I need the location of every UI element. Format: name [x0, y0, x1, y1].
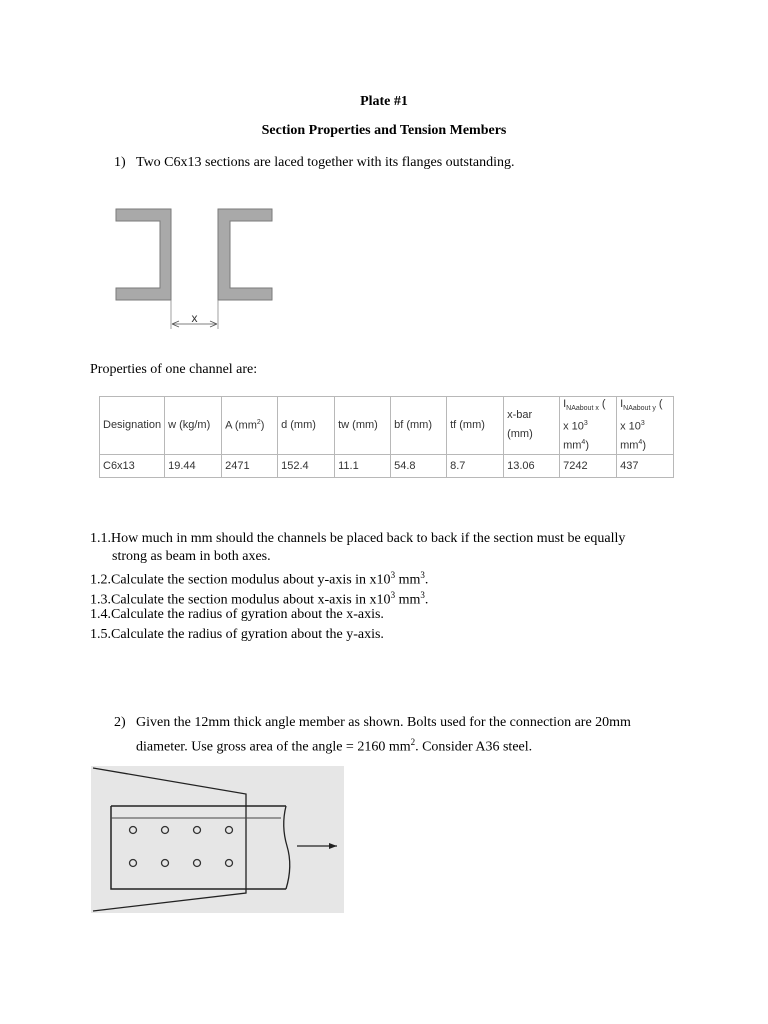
- properties-intro: Properties of one channel are:: [90, 362, 258, 377]
- dimension-x-label: x: [191, 311, 198, 325]
- table-row: [100, 454, 674, 477]
- cell-Ix: 7242: [560, 454, 617, 477]
- problem1-text: Two C6x13 sections are laced together with its flanges outstanding.: [136, 155, 515, 170]
- cell-w: 19.44: [165, 454, 222, 477]
- question-1-4: 1.4.Calculate the radius of gyration about the x-axis.: [90, 607, 384, 622]
- problem2-line2: diameter. Use gross area of the angle = 2160 $mm^2$. Consider A36 steel.: [136, 737, 533, 755]
- header-tw: tw (mm): [335, 397, 391, 455]
- problem1-number: 1): [114, 155, 126, 170]
- header-tf: tf (mm): [447, 397, 504, 455]
- cell-xbar: 13.06: [504, 454, 560, 477]
- section-subtitle: Section Properties and Tension Members: [261, 123, 507, 138]
- header-Ix: $I_{NAabout x}$ ( x $10^3$ $mm^4$): [560, 397, 617, 455]
- question-1-5: 1.5.Calculate the radius of gyration about the y-axis.: [90, 627, 384, 642]
- question-1-2: 1.2.Calculate the section modulus about y-axis in $x10^3$ $mm^3$.: [90, 570, 429, 588]
- channel-properties-table: [99, 396, 674, 478]
- header-w: w (kg/m): [165, 397, 222, 455]
- cell-Iy: 437: [617, 454, 674, 477]
- angle-connection-figure: [91, 766, 344, 913]
- cell-bf: 54.8: [391, 454, 447, 477]
- header-A: A $(mm^2)$: [222, 397, 278, 455]
- question-1-1: 1.1.How much in mm should the channels be placed back to back if the section must be equally: [90, 531, 626, 546]
- cell-designation: C6x13: [100, 454, 165, 477]
- question-1-3: 1.3.Calculate the section modulus about x-axis in $x10^3$ $mm^3$.: [90, 590, 429, 608]
- plate-title: Plate #1: [360, 94, 408, 109]
- table-header-row: [100, 397, 674, 455]
- channel-sections-figure: [110, 204, 280, 332]
- header-designation: Designation: [100, 397, 165, 455]
- header-d: d (mm): [278, 397, 335, 455]
- cell-A: 2471: [222, 454, 278, 477]
- cell-d: 152.4: [278, 454, 335, 477]
- right-channel: [218, 209, 272, 300]
- cell-tw: 11.1: [335, 454, 391, 477]
- header-bf: bf (mm): [391, 397, 447, 455]
- problem2-number: 2): [114, 715, 126, 730]
- cell-tf: 8.7: [447, 454, 504, 477]
- left-channel: [116, 209, 171, 300]
- header-xbar: x-bar (mm): [504, 397, 560, 455]
- question-1-1-cont: strong as beam in both axes.: [112, 549, 271, 564]
- problem2-line1: Given the 12mm thick angle member as shown. Bolts used for the connection are 20mm: [136, 715, 631, 730]
- header-Iy: $I_{NAabout y}$ ( x $10^3$ $mm^4$): [617, 397, 674, 455]
